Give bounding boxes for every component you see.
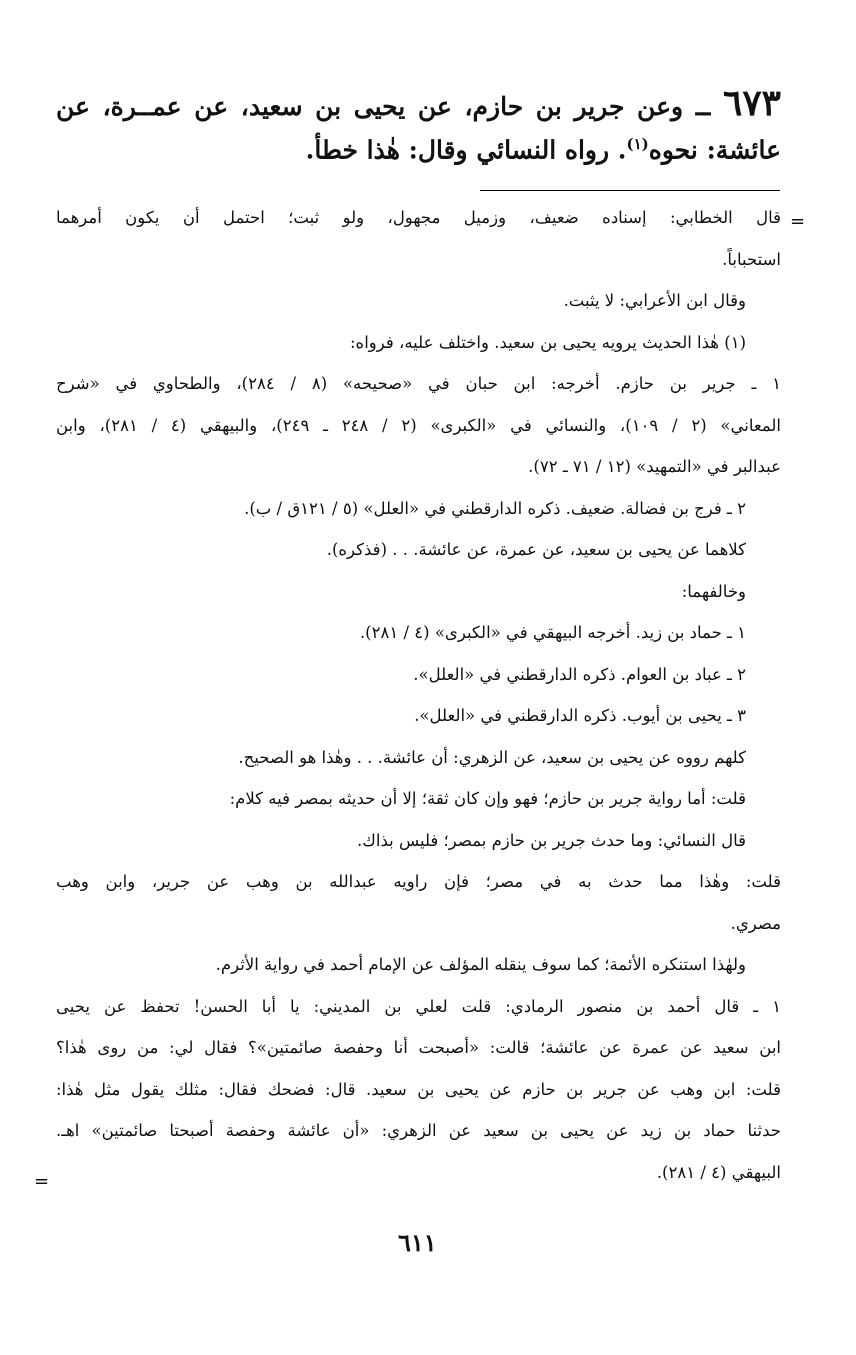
footnote-line: وخالفهما:: [681, 582, 746, 601]
footnote-separator: [480, 190, 780, 191]
footnote-line: استحباباً.: [722, 250, 781, 269]
continuation-mark-top: =: [790, 211, 806, 232]
hadith-line-2-before: عائشة: نحوه: [648, 135, 781, 165]
page-number: ٦١١: [398, 1228, 437, 1257]
footnote-line: كلاهما عن يحيى بن سعيد، عن عمرة، عن عائشة. . . (فذكره).: [326, 540, 746, 559]
footnote-line: قال النسائي: وما حدث جرير بن حازم بمصر؛ فليس بذاك.: [357, 831, 746, 850]
footnote-line: قلت: ابن وهب عن جرير بن حازم عن يحيى بن سعيد. قال: فضحك فقال: مثلك يقول مثل هٰذا:: [56, 1080, 781, 1099]
footnote-line: البيهقي (٤ / ٢٨١).: [656, 1163, 781, 1182]
footnote-line: عبدالبر في «التمهيد» (١٢ / ٧١ ـ ٧٢).: [528, 457, 781, 476]
footnote-line: (١) هٰذا الحديث يرويه يحيى بن سعيد. واختلف عليه، فرواه:: [350, 333, 746, 352]
footnote-line: ١ ـ جرير بن حازم. أخرجه: ابن حبان في «صحيحه» (٨ / ٢٨٤)، والطحاوي في «شرح: [56, 374, 781, 393]
hadith-line-2: [306, 135, 781, 164]
footnote-line: ١ ـ قال أحمد بن منصور الرمادي: قلت لعلي بن المديني: يا أبا الحسن! تحفظ عن يحيى: [56, 997, 781, 1016]
footnote-line: كلهم رووه عن يحيى بن سعيد، عن الزهري: أن عائشة. . . وهٰذا هو الصحيح.: [238, 748, 746, 767]
footnote-line: ولهٰذا استنكره الأئمة؛ كما سوف ينقله المؤلف عن الإمام أحمد في رواية الأثرم.: [215, 955, 746, 974]
footnote-line: ١ ـ حماد بن زيد. أخرجه البيهقي في «الكبرى» (٤ / ٢٨١).: [359, 623, 746, 642]
footnote-line: حدثنا حماد بن زيد عن يحيى بن سعيد عن الزهري: «أن عائشة وحفصة أصبحتا صائمتين» اهـ.: [56, 1121, 781, 1140]
footnote-reference: (١): [626, 135, 649, 153]
hadith-number: ٦٧٣: [722, 82, 781, 124]
footnote-line: ٢ ـ فرج بن فضالة. ضعيف. ذكره الدارقطني في «العلل» (٥ / ١٢١ق / ب).: [244, 499, 746, 518]
hadith-line-1-text: ــ وعن جرير بن حازم، عن يحيى بن سعيد، عن عمــرة، عن: [56, 92, 723, 121]
footnote-line: ٢ ـ عباد بن العوام. ذكره الدارقطني في «العلل».: [413, 665, 746, 684]
hadith-line-1: [56, 82, 781, 124]
footnote-line: مصري.: [730, 914, 781, 933]
footnote-line: المعاني» (٢ / ١٠٩)، والنسائي في «الكبرى» (٢ / ٢٤٨ ـ ٢٤٩)، والبيهقي (٤ / ٢٨١)، وابن: [56, 416, 782, 435]
footnote-line: قلت: وهٰذا مما حدث به في مصر؛ فإن راويه عبدالله بن وهب عن جرير، وابن وهب: [56, 872, 781, 891]
hadith-line-2-after: . رواه النسائي وقال: هٰذا خطأ.: [305, 135, 627, 165]
footnote-line: قال الخطابي: إسناده ضعيف، وزميل مجهول، ولو ثبت؛ احتمل أن يكون أمرهما: [56, 208, 781, 227]
footnote-line: ٣ ـ يحيى بن أيوب. ذكره الدارقطني في «العلل».: [414, 706, 746, 725]
footnote-line: وقال ابن الأعرابي: لا يثبت.: [563, 291, 746, 310]
footnote-line: قلت: أما رواية جرير بن حازم؛ فهو وإن كان ثقة؛ إلا أن حديثه بمصر فيه كلام:: [229, 789, 746, 808]
continuation-mark-bottom: =: [34, 1171, 50, 1192]
footnote-line: ابن سعيد عن عمرة عن عائشة؛ قالت: «أصبحت أنا وحفصة صائمتين»؟ فقال لي: من روى هٰذا؟: [56, 1038, 781, 1057]
